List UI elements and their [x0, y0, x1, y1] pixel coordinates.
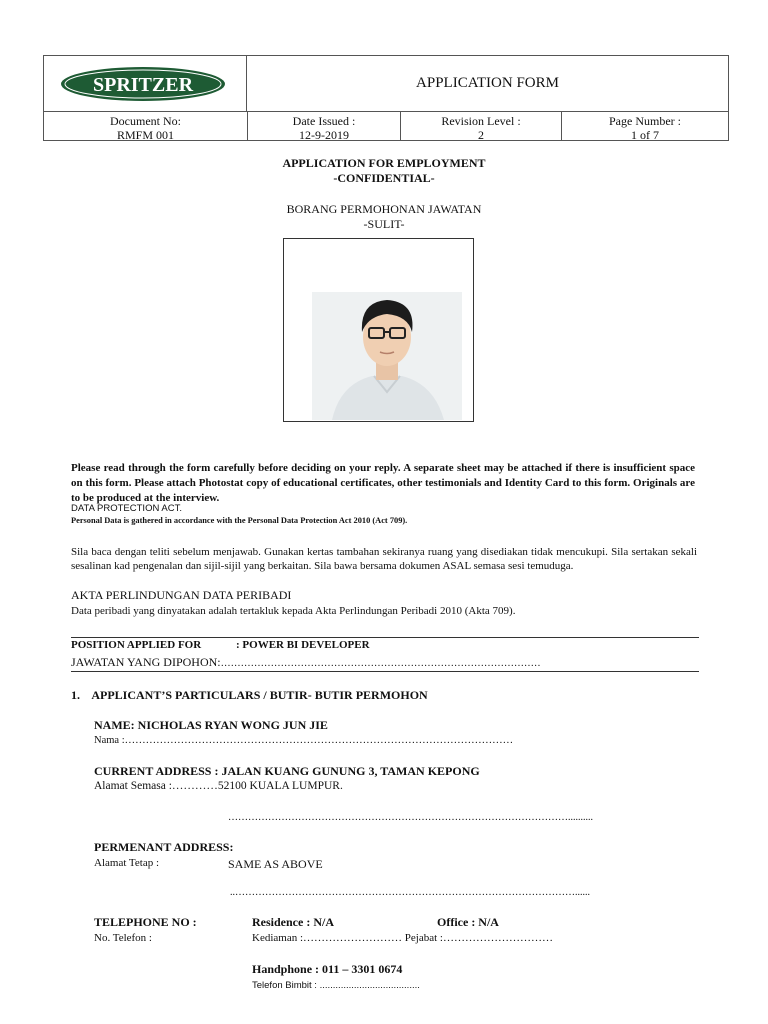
residence-field: Residence : N/A: [252, 915, 334, 929]
malay-dp-text: Data peribadi yang dinyatakan adalah tertakluk kepada Akta Perlindungan Peribadi 2010 (Akta 709).: [71, 605, 516, 617]
form-title: APPLICATION FORM: [416, 75, 559, 91]
revision-label: Revision Level :: [441, 114, 521, 128]
revision-cell: [401, 112, 562, 140]
english-confidential: -CONFIDENTIAL-: [333, 171, 435, 185]
position-label: POSITION APPLIED FOR: [71, 639, 202, 651]
header-table: [43, 55, 729, 141]
doc-number-value: RMFM 001: [116, 128, 175, 142]
date-issued-value: 12-9-2019: [299, 128, 349, 142]
malay-dp-heading: AKTA PERLINDUNGAN DATA PERIBADI: [71, 588, 292, 602]
section-1-heading: 1. APPLICANT’S PARTICULARS / BUTIR- BUTIR PERMOHON: [71, 688, 428, 702]
permanent-address-dots: ..…………………………………………………………………………………………......: [230, 887, 590, 898]
header-info-row: [44, 111, 728, 140]
position-malay-dots: ……………………………………………………………………………………: [220, 658, 541, 669]
permanent-address-field: PERMENANT ADDRESS:: [94, 840, 234, 854]
english-title: APPLICATION FOR EMPLOYMENT: [282, 156, 486, 170]
date-issued-cell: [248, 112, 401, 140]
logo-cell: [44, 56, 247, 111]
page-number-label: Page Number :: [609, 114, 681, 128]
malay-title: BORANG PERMOHONAN JAWATAN: [286, 202, 482, 216]
doc-number-cell: [44, 112, 248, 140]
current-address-dots: …………………………………………………………………………………………..........: [228, 812, 593, 823]
permanent-address-value: SAME AS ABOVE: [228, 857, 323, 871]
current-address-malay: Alamat Semasa :…………52100 KUALA LUMPUR.: [94, 780, 343, 792]
telephone-field: TELEPHONE NO :: [94, 915, 197, 929]
malay-instructions: Sila baca dengan teliti sebelum menjawab. Gunakan kertas tambahan sekiranya ruang yang disediakan tidak mencukupi. Sila sertakan sekali sesalinan kad pengenalan dan sijil-sijil yang berkaitan. Sila bawa bersama dokumen ASAL semasa sesi temuduga.: [71, 546, 697, 572]
english-title-block: [0, 156, 768, 186]
date-issued-label: Date Issued :: [292, 114, 356, 128]
page-number-cell: [562, 112, 728, 140]
position-value: : POWER BI DEVELOPER: [236, 639, 370, 651]
position-malay-row: [71, 655, 541, 670]
malay-title-block: [0, 202, 768, 232]
revision-value: 2: [478, 128, 484, 142]
divider-top: [71, 637, 699, 638]
doc-number-label: Document No:: [110, 114, 181, 128]
divider-bottom: [71, 671, 699, 672]
handphone-malay: Telefon Bimbit : ......................................: [252, 980, 420, 991]
brand-text: SPRITZER: [92, 74, 194, 96]
telephone-malay: No. Telefon :: [94, 932, 152, 944]
name-malay: Nama :…………………………………………………………………………………………………: [94, 735, 514, 746]
malay-confidential: -SULIT-: [363, 217, 405, 231]
permanent-address-malay: Alamat Tetap :: [94, 857, 160, 869]
current-address-field: CURRENT ADDRESS : JALAN KUANG GUNUNG 3, TAMAN KEPONG: [94, 764, 480, 778]
photo-frame: [283, 238, 474, 422]
english-instructions: Please read through the form carefully before deciding on your reply. A separate sheet may be attached if there is insufficient space on this form. Please attach Photostat copy of educational certificates, other testimonials and Identity Card to this form. Originals are to be produced at the interview.: [71, 462, 695, 504]
position-malay-label: JAWATAN YANG DIPOHON:: [71, 655, 221, 669]
data-protection-text: Personal Data is gathered in accordance with the Personal Data Protection Act 2010 (Act 709).: [71, 516, 408, 525]
page-number-value: 1 of 7: [631, 128, 659, 142]
applicant-photo: [312, 292, 462, 420]
name-field: NAME: NICHOLAS RYAN WONG JUN JIE: [94, 718, 328, 732]
office-field: Office : N/A: [437, 915, 499, 929]
data-protection-heading: DATA PROTECTION ACT.: [71, 503, 183, 514]
handphone-field: Handphone : 011 – 3301 0674: [252, 962, 403, 976]
spritzer-logo: [60, 66, 226, 102]
residence-office-malay: Kediaman :……………………… Pejabat :…………………………: [252, 932, 553, 944]
